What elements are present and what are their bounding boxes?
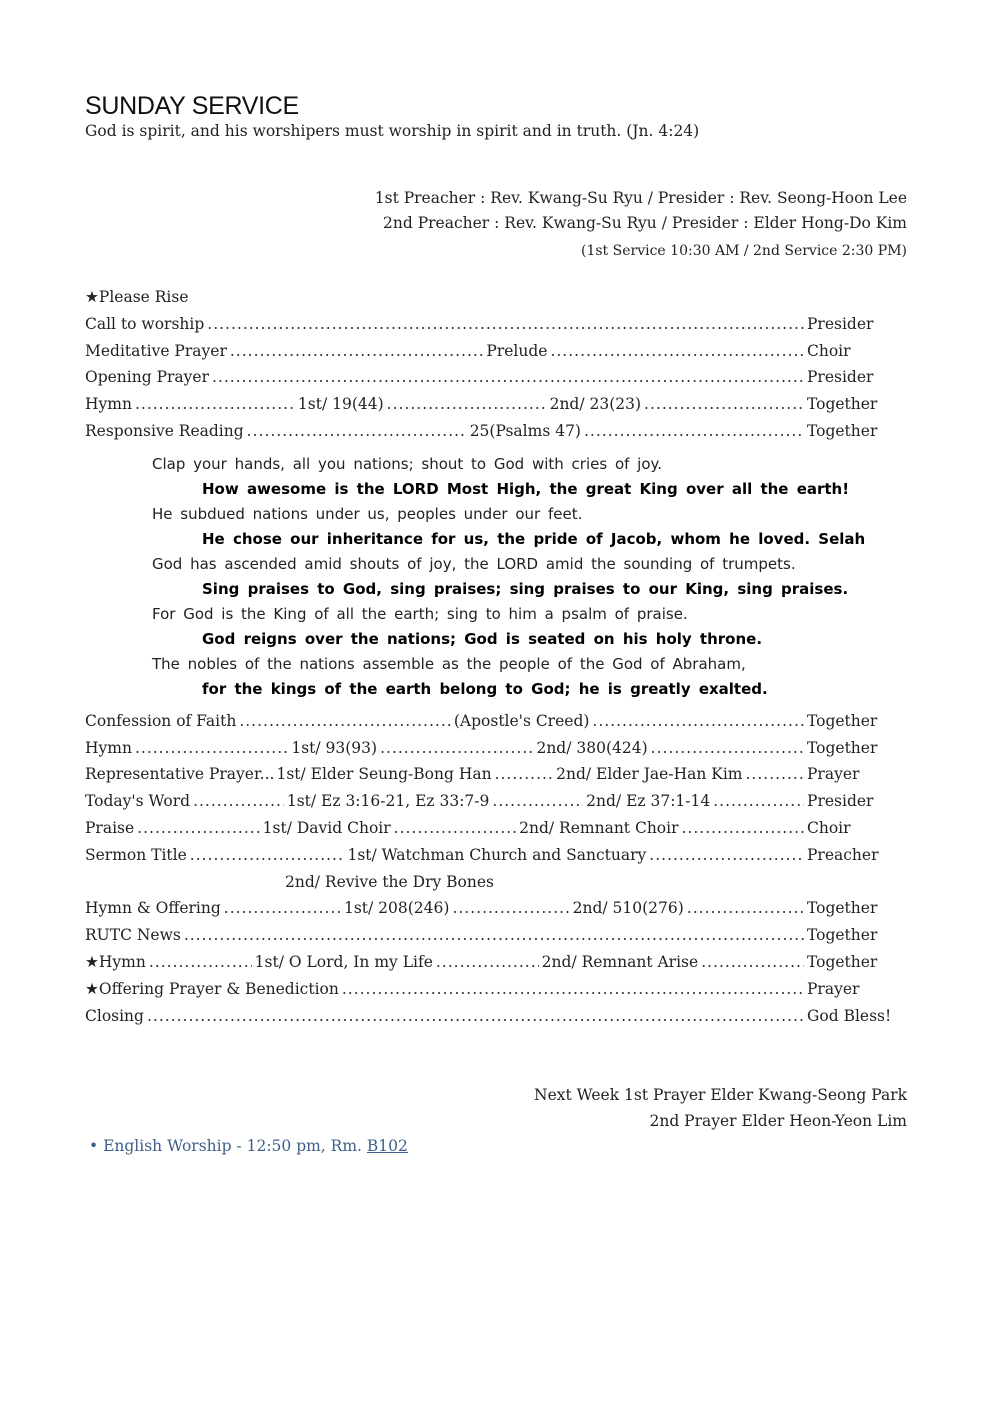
dot-leader bbox=[147, 1003, 804, 1030]
dot-leader bbox=[592, 708, 804, 735]
dot-leader bbox=[239, 708, 451, 735]
dot-leader bbox=[135, 735, 288, 762]
leader-line: Clap your hands, all you nations; shout to God with cries of joy. bbox=[152, 454, 663, 473]
next-week-second: 2nd Prayer Elder Heon-Yeon Lim bbox=[649, 1112, 907, 1130]
item-label: Confession of Faith bbox=[85, 711, 237, 730]
meditative-prayer-row bbox=[85, 338, 907, 365]
item-first: 1st/ 93(93) bbox=[291, 738, 378, 757]
item-first: 1st/ O Lord, In my Life bbox=[254, 952, 433, 971]
item-role: Together bbox=[807, 899, 878, 918]
item-second: 2nd/ Remnant Choir bbox=[519, 818, 679, 837]
dot-leader bbox=[687, 895, 804, 922]
item-role: Together bbox=[806, 952, 878, 971]
confession-row bbox=[85, 708, 907, 735]
item-second: 2nd/ Ez 37:1-14 bbox=[586, 792, 711, 811]
standing-hymn-row bbox=[85, 949, 907, 976]
people-line: God reigns over the nations; God is seated on his holy throne. bbox=[202, 629, 763, 648]
dot-leader bbox=[342, 976, 804, 1003]
item-second: 2nd/ Remnant Arise bbox=[541, 952, 699, 971]
item-role: Together bbox=[806, 711, 878, 730]
item-label: ★Offering Prayer & Benediction bbox=[85, 979, 339, 998]
item-label: Hymn & Offering bbox=[85, 899, 221, 918]
theme-verse: God is spirit, and his worshipers must worship in spirit and in truth. (Jn. 4:24) bbox=[85, 122, 700, 140]
item-role: Prayer bbox=[807, 765, 860, 784]
service-times: (1st Service 10:30 AM / 2nd Service 2:30 PM) bbox=[581, 243, 907, 259]
english-worship-notice bbox=[89, 1137, 408, 1155]
dot-leader bbox=[184, 922, 804, 949]
offering-prayer-row bbox=[85, 976, 907, 1003]
dot-leader bbox=[207, 311, 804, 338]
item-role: God Bless! bbox=[807, 1006, 892, 1025]
responsive-reading-row bbox=[85, 418, 907, 445]
page-title: SUNDAY SERVICE bbox=[85, 92, 299, 120]
item-second: 2nd/ 23(23) bbox=[549, 395, 642, 414]
dot-leader bbox=[584, 418, 804, 445]
next-week-notice bbox=[534, 1082, 907, 1134]
item-middle: (Apostle's Creed) bbox=[453, 711, 590, 730]
dot-leader bbox=[436, 949, 539, 976]
leader-line: For God is the King of all the earth; sing to him a psalm of praise. bbox=[152, 604, 688, 623]
dot-leader bbox=[190, 842, 345, 869]
item-role: Choir bbox=[807, 341, 851, 360]
opening-prayer-row bbox=[85, 364, 907, 391]
dot-leader bbox=[137, 815, 260, 842]
representative-prayer-row bbox=[85, 761, 907, 788]
dot-leader bbox=[230, 338, 484, 365]
item-label: Praise bbox=[85, 818, 135, 837]
dot-leader bbox=[649, 842, 804, 869]
leader-line: He subdued nations under us, peoples under our feet. bbox=[152, 504, 583, 523]
item-role: Presider bbox=[807, 314, 874, 333]
item-first: 1st/ 19(44) bbox=[297, 395, 384, 414]
dot-leader bbox=[682, 815, 805, 842]
item-label: Opening Prayer bbox=[85, 368, 209, 387]
dot-leader bbox=[193, 788, 284, 815]
item-role: Presider bbox=[807, 368, 874, 387]
item-second: 2nd/ 380(424) bbox=[536, 738, 648, 757]
hymn-offering-row bbox=[85, 895, 907, 922]
next-week-first: Next Week 1st Prayer Elder Kwang-Seong Park bbox=[534, 1086, 907, 1104]
item-first: 1st/ Watchman Church and Sanctuary bbox=[347, 845, 647, 864]
dot-leader bbox=[495, 761, 554, 788]
dot-leader bbox=[380, 735, 533, 762]
dot-leader bbox=[452, 895, 569, 922]
item-role: Together bbox=[807, 738, 878, 757]
rutc-news-row bbox=[85, 922, 907, 949]
item-label: Meditative Prayer bbox=[85, 341, 227, 360]
item-label: Closing bbox=[85, 1006, 144, 1025]
please-rise-row bbox=[85, 284, 907, 311]
dot-leader bbox=[550, 338, 804, 365]
item-second: 2nd/ Elder Jae-Han Kim bbox=[556, 765, 743, 784]
item-first: 1st/ 208(246) bbox=[343, 899, 450, 918]
item-second: 2nd/ 510(276) bbox=[572, 899, 684, 918]
item-middle: 25(Psalms 47) bbox=[469, 421, 581, 440]
hymn-row bbox=[85, 735, 907, 762]
item-middle: Prelude bbox=[486, 341, 548, 360]
item-first: 1st/ Ez 3:16-21, Ez 33:7-9 bbox=[286, 792, 490, 811]
call-to-worship-row bbox=[85, 311, 907, 338]
people-line: How awesome is the LORD Most High, the great King over all the earth! bbox=[202, 479, 850, 498]
first-service-preacher: 1st Preacher : Rev. Kwang-Su Ryu / Presider : Rev. Seong-Hoon Lee bbox=[374, 189, 907, 207]
dot-leader bbox=[492, 788, 583, 815]
dot-leader bbox=[135, 391, 295, 418]
item-role: Preacher bbox=[806, 845, 879, 864]
item-role: Together bbox=[806, 395, 878, 414]
people-line: Sing praises to God, sing praises; sing praises to our King, sing praises. bbox=[202, 579, 849, 598]
item-label: Responsive Reading bbox=[85, 421, 244, 440]
sermon-title-row bbox=[85, 842, 907, 869]
sermon-title-second-row bbox=[85, 869, 907, 896]
order-of-worship bbox=[85, 284, 907, 1029]
dot-leader bbox=[644, 391, 804, 418]
item-role: Prayer bbox=[807, 979, 860, 998]
item-role: Together bbox=[807, 421, 878, 440]
item-label: Hymn bbox=[85, 738, 132, 757]
item-label: Representative Prayer... bbox=[85, 765, 275, 784]
please-rise-label: ★Please Rise bbox=[85, 288, 189, 306]
dot-leader bbox=[224, 895, 341, 922]
item-role: Presider bbox=[807, 792, 874, 811]
praise-row bbox=[85, 815, 907, 842]
english-worship-text: • English Worship - 12:50 pm, Rm. bbox=[89, 1137, 367, 1155]
todays-word-row bbox=[85, 788, 907, 815]
leader-line: The nobles of the nations assemble as the people of the God of Abraham, bbox=[152, 654, 746, 673]
hymn-row bbox=[85, 391, 907, 418]
item-label: Sermon Title bbox=[85, 845, 187, 864]
people-line: He chose our inheritance for us, the pride of Jacob, whom he loved. Selah bbox=[202, 529, 866, 548]
dot-leader bbox=[212, 364, 804, 391]
dot-leader bbox=[387, 391, 547, 418]
item-role: Together bbox=[807, 926, 878, 945]
item-label: RUTC News bbox=[85, 926, 181, 945]
leader-line: God has ascended amid shouts of joy, the LORD amid the sounding of trumpets. bbox=[152, 554, 796, 573]
dot-leader bbox=[394, 815, 517, 842]
item-label: Call to worship bbox=[85, 314, 205, 333]
dot-leader bbox=[651, 735, 804, 762]
item-first: 1st/ David Choir bbox=[262, 818, 391, 837]
people-line: for the kings of the earth belong to God; he is greatly exalted. bbox=[202, 679, 768, 698]
dot-leader bbox=[713, 788, 804, 815]
preacher-info bbox=[375, 186, 907, 266]
item-first: 1st/ Elder Seung-Bong Han bbox=[276, 765, 492, 784]
dot-leader bbox=[149, 949, 252, 976]
item-role: Choir bbox=[807, 818, 851, 837]
dot-leader bbox=[745, 761, 804, 788]
item-label: Hymn bbox=[85, 395, 132, 414]
item-label: Today's Word bbox=[85, 792, 191, 811]
room-link[interactable]: B102 bbox=[366, 1137, 408, 1155]
dot-leader bbox=[701, 949, 804, 976]
second-service-preacher: 2nd Preacher : Rev. Kwang-Su Ryu / Presider : Elder Hong-Do Kim bbox=[383, 214, 907, 232]
responsive-reading-text bbox=[85, 445, 907, 708]
dot-leader bbox=[247, 418, 467, 445]
item-label: ★Hymn bbox=[85, 952, 146, 971]
item-second: 2nd/ Revive the Dry Bones bbox=[285, 872, 494, 891]
closing-row bbox=[85, 1003, 907, 1030]
